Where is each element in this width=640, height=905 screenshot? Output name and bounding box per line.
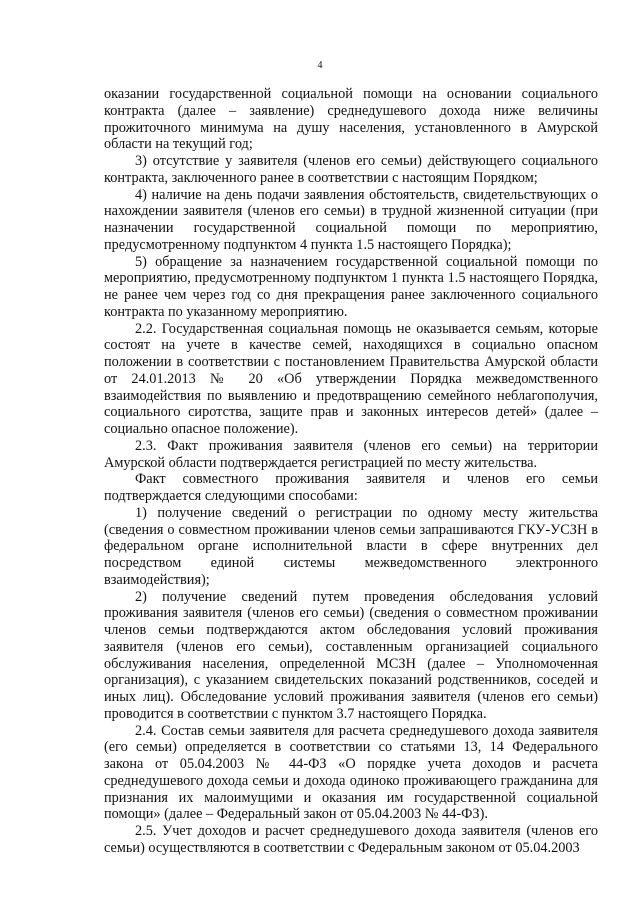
paragraph: 5) обращение за назначением государственной социальной помощи по мероприятию, предусмотренному подпунктом 1 пункта 1.5 настоящего Порядка, не ранее чем через год со дня прекращения ранее заключенного социального контракта по указанному мероприятию.: [104, 253, 598, 320]
paragraph: 2.4. Состав семьи заявителя для расчета среднедушевого дохода заявителя (его семьи) определяется в соответствии со статьями 13, 14 Федерального закона от 05.04.2003 № 44-ФЗ «О порядке учета доходов и расчета среднедушевого дохода семьи и дохода одиноко проживающего гражданина для признания их малоимущими и оказания им государственной социальной помощи» (далее – Федеральный закон от 05.04.2003 № 44-ФЗ).: [104, 722, 598, 823]
paragraph: 2.3. Факт проживания заявителя (членов его семьи) на территории Амурской области подтверждается регистрацией по месту жительства.: [104, 437, 598, 471]
paragraph: 2.2. Государственная социальная помощь не оказывается семьям, которые состоят на учете в качестве семей, находящихся в социально опасном положении в соответствии с постановлением Правительства Амурской области от 24.01.2013 № 20 «Об утверждении Порядка межведомственного взаимодействия по выявлению и предотвращению семейного неблагополучия, социального сиротства, защите прав и законных интересов детей» (далее – социально опасное положение).: [104, 320, 598, 437]
paragraph: оказании государственной социальной помощи на основании социального контракта (далее – заявление) среднедушевого дохода ниже величины прожиточного минимума на душу населения, установленного в Амурской области на текущий год;: [104, 86, 598, 153]
paragraph: 3) отсутствие у заявителя (членов его семьи) действующего социального контракта, заключенного ранее в соответствии с настоящим Порядком;: [104, 153, 598, 186]
paragraph: 2) получение сведений путем проведения обследования условий проживания заявителя (членов его семьи) (сведения о совместном проживании членов семьи подтверждаются актом обследования условий проживания заявителя (членов его семьи), составленным организацией социального обслуживания населения, определенной МСЗН (далее – Уполномоченная организация), с указанием свидетельских показаний родственников, соседей и иных лиц). Обследование условий проживания заявителя (членов его семьи) проводится в соответствии с пунктом 3.7 настоящего Порядка.: [104, 588, 598, 722]
page-number: 4: [317, 60, 323, 71]
paragraph: 4) наличие на день подачи заявления обстоятельств, свидетельствующих о нахождении заявителя (членов его семьи) в трудной жизненной ситуации (при назначении государственной социальной помощи по мероприятию, предусмотренному подпунктом 4 пункта 1.5 настоящего Порядка);: [104, 186, 598, 253]
document-body: [104, 86, 598, 857]
paragraph: Факт совместного проживания заявителя и членов его семьи подтверждается следующими способами:: [104, 471, 598, 504]
paragraph: 2.5. Учет доходов и расчет среднедушевого дохода заявителя (членов его семьи) осуществляются в соответствии с Федеральным законом от 05.04.2003: [104, 823, 598, 856]
paragraph: 1) получение сведений о регистрации по одному месту жительства (сведения о совместном проживании членов семьи запрашиваются ГКУ-УСЗН в федеральном органе исполнительной власти в сфере внутренних дел посредством единой системы межведомственного электронного взаимодействия);: [104, 504, 598, 588]
